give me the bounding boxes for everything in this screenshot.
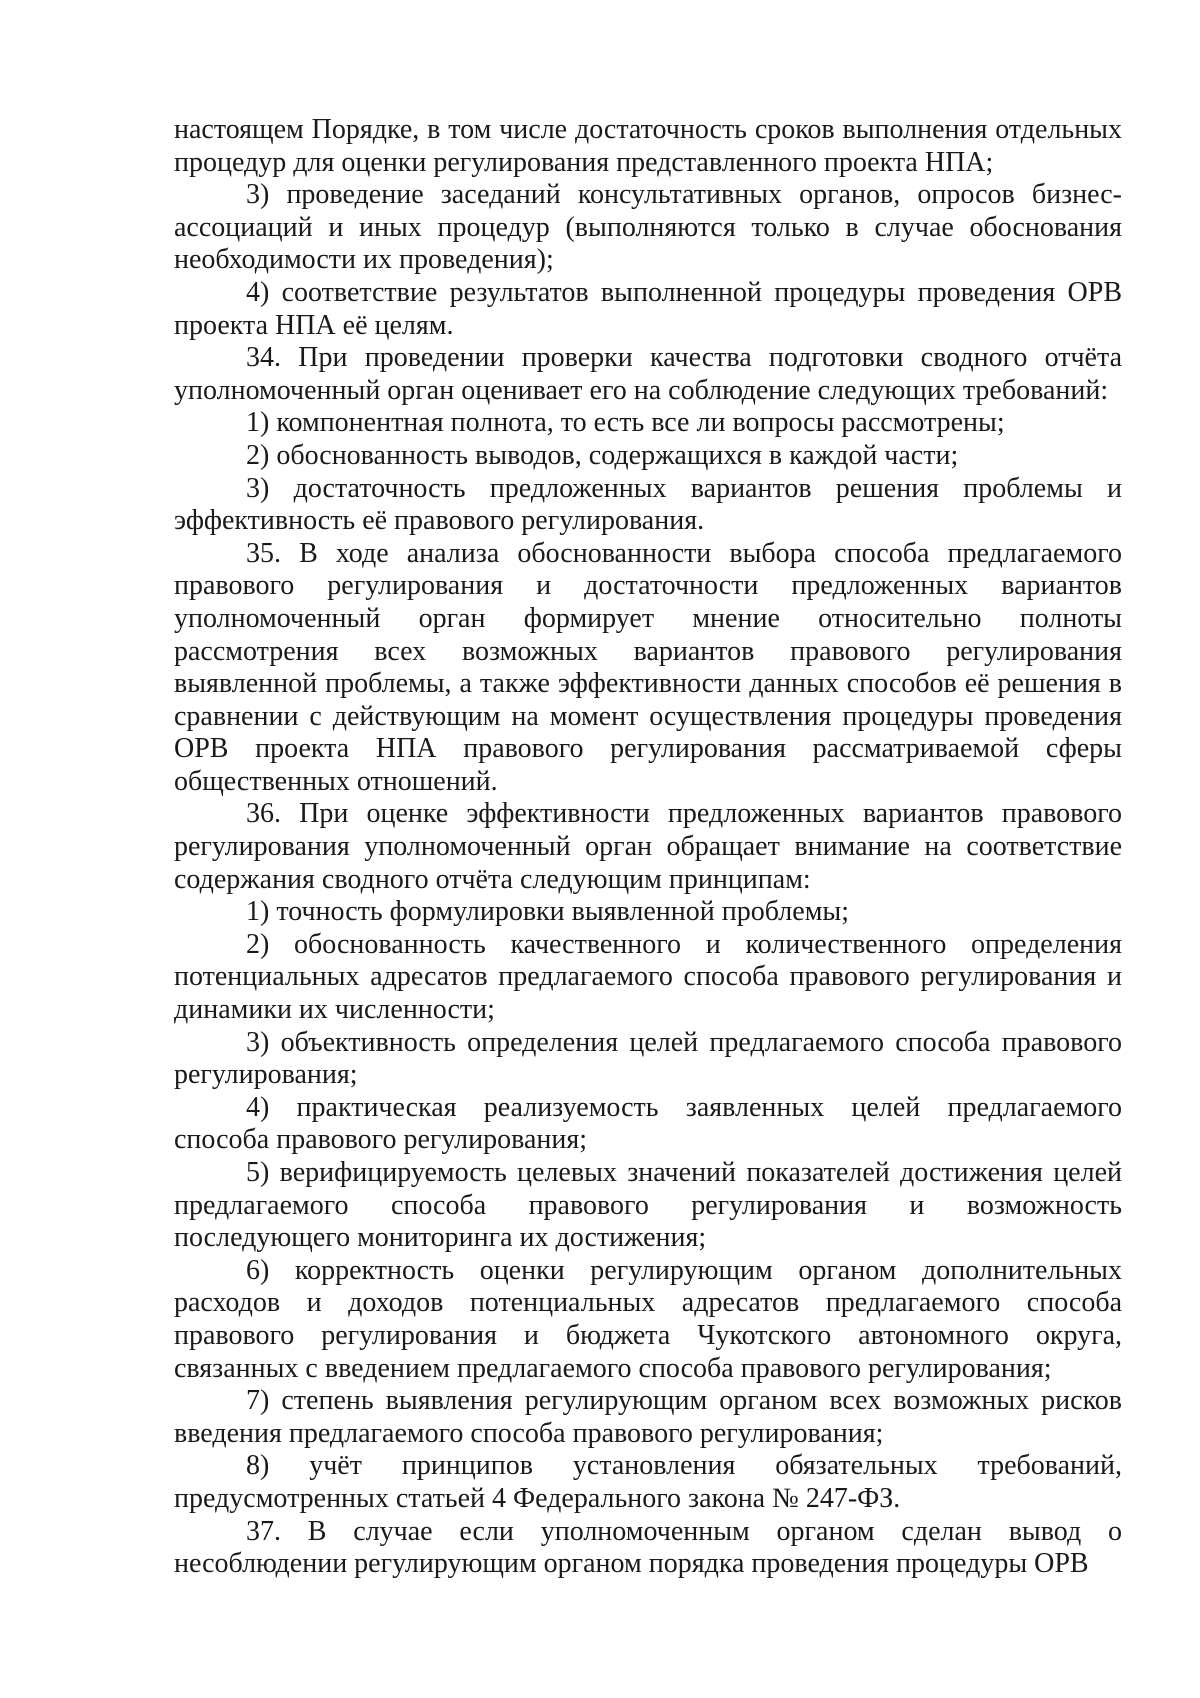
paragraph-continuation: настоящем Порядке, в том числе достаточность сроков выполнения отдельных процедур для оценки регулирования представленного проекта НПА;: [174, 114, 1122, 178]
paragraph-clause-36-item-6: 6) корректность оценки регулирующим органом дополнительных расходов и доходов потенциальных адресатов предлагаемого способа правового регулирования и бюджета Чукотского автономного округа, связанных с введением предлагаемого способа правового регулирования;: [174, 1254, 1122, 1384]
paragraph-clause-36-item-8: 8) учёт принципов установления обязательных требований, предусмотренных статьей 4 Федерального закона № 247-ФЗ.: [174, 1450, 1122, 1514]
paragraph-item-3-consultations: 3) проведение заседаний консультативных органов, опросов бизнес-ассоциаций и иных процедур (выполняются только в случае обоснования необходимости их проведения);: [174, 179, 1122, 276]
paragraph-clause-36: 36. При оценке эффективности предложенных вариантов правового регулирования уполномоченный орган обращает внимание на соответствие содержания сводного отчёта следующим принципам:: [174, 798, 1122, 895]
paragraph-clause-35: 35. В ходе анализа обоснованности выбора способа предлагаемого правового регулирования и достаточности предложенных вариантов уполномоченный орган формирует мнение относительно полноты рассмотрения всех возможных вариантов правового регулирования выявленной проблемы, а также эффективности данных способов её решения в сравнении с действующим на момент осуществления процедуры проведения ОРВ проекта НПА правового регулирования рассматриваемой сферы общественных отношений.: [174, 537, 1122, 797]
paragraph-clause-36-item-5: 5) верифицируемость целевых значений показателей достижения целей предлагаемого способа правового регулирования и возможность последующего мониторинга их достижения;: [174, 1157, 1122, 1254]
paragraph-clause-34: 34. При проведении проверки качества подготовки сводного отчёта уполномоченный орган оценивает его на соблюдение следующих требований:: [174, 342, 1122, 406]
document-body: [174, 114, 1122, 1581]
paragraph-clause-36-item-7: 7) степень выявления регулирующим органом всех возможных рисков введения предлагаемого способа правового регулирования;: [174, 1385, 1122, 1449]
paragraph-clause-36-item-3: 3) объективность определения целей предлагаемого способа правового регулирования;: [174, 1026, 1122, 1091]
paragraph-clause-36-item-1: 1) точность формулировки выявленной проблемы;: [246, 896, 849, 928]
paragraph-clause-34-item-2: 2) обоснованность выводов, содержащихся в каждой части;: [246, 439, 959, 471]
paragraph-clause-36-item-4: 4) практическая реализуемость заявленных целей предлагаемого способа правового регулирования;: [174, 1091, 1122, 1156]
paragraph-clause-34-item-3: 3) достаточность предложенных вариантов решения проблемы и эффективность её правового регулирования.: [174, 472, 1122, 537]
paragraph-clause-34-item-1: 1) компонентная полнота, то есть все ли вопросы рассмотрены;: [246, 407, 1005, 439]
paragraph-clause-36-item-2: 2) обоснованность качественного и количественного определения потенциальных адресатов предлагаемого способа правового регулирования и динамики их численности;: [174, 928, 1122, 1026]
paragraph-item-4-compliance: 4) соответствие результатов выполненной процедуры проведения ОРВ проекта НПА её целям.: [174, 276, 1122, 341]
paragraph-clause-37: 37. В случае если уполномоченным органом сделан вывод о несоблюдении регулирующим органом порядка проведения процедуры ОРВ: [174, 1515, 1122, 1580]
